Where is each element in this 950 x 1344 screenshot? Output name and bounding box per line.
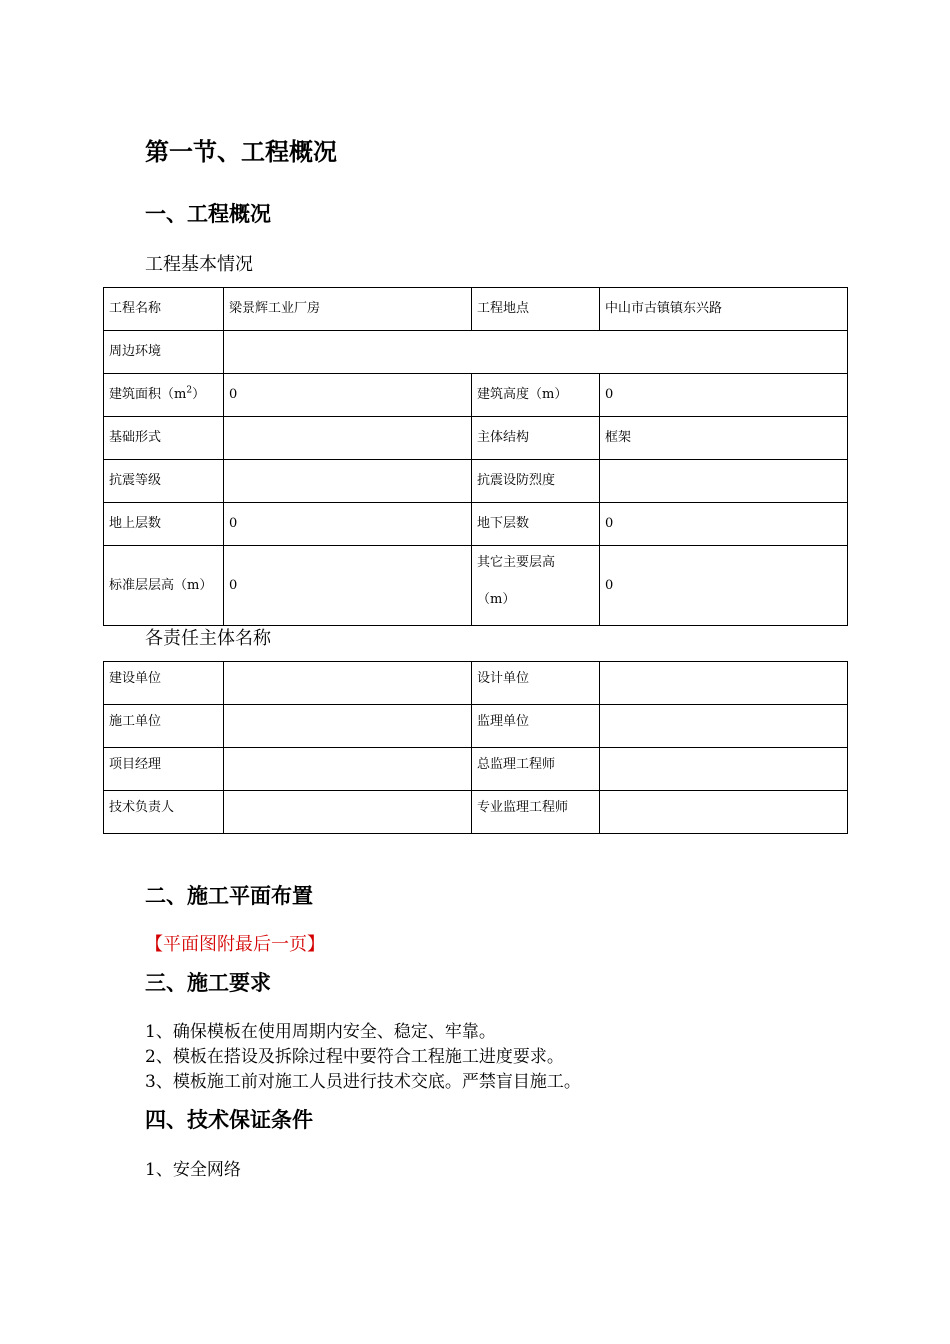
table-row [104, 374, 848, 417]
heading-site-layout: 二、施工平面布置 [145, 883, 313, 908]
area-label-close: ） [192, 387, 206, 402]
area-label [104, 374, 224, 417]
floors-below-value: 0 [600, 503, 848, 546]
heading-technical-assurance: 四、技术保证条件 [145, 1107, 313, 1132]
std-floor-height-value: 0 [224, 546, 472, 626]
table-row [104, 748, 848, 791]
height-label: 建筑高度（m） [472, 374, 600, 417]
requirement-item: 1、确保模板在使用周期内安全、稳定、牢靠。 [145, 1022, 496, 1042]
table-row [104, 417, 848, 460]
party-label: 项目经理 [104, 748, 224, 791]
party-value [600, 662, 848, 705]
party-label: 建设单位 [104, 662, 224, 705]
seismic-grade-label: 抗震等级 [104, 460, 224, 503]
structure-label: 主体结构 [472, 417, 600, 460]
location-value: 中山市古镇镇东兴路 [600, 288, 848, 331]
project-name-value: 梁景辉工业厂房 [224, 288, 472, 331]
seismic-grade-value [224, 460, 472, 503]
project-name-label: 工程名称 [104, 288, 224, 331]
other-floor-height-value: 0 [600, 546, 848, 626]
party-label: 设计单位 [472, 662, 600, 705]
table-row [104, 791, 848, 834]
requirement-item: 3、模板施工前对施工人员进行技术交底。严禁盲目施工。 [145, 1072, 581, 1092]
table-row [104, 331, 848, 374]
table-row [104, 288, 848, 331]
party-value [600, 748, 848, 791]
party-value [224, 748, 472, 791]
seismic-intensity-value [600, 460, 848, 503]
table-row [104, 705, 848, 748]
party-label: 施工单位 [104, 705, 224, 748]
party-value [224, 662, 472, 705]
floors-below-label: 地下层数 [472, 503, 600, 546]
area-label-text: 建筑面积（m [109, 387, 187, 402]
party-value [224, 705, 472, 748]
heading-project-overview: 一、工程概况 [145, 201, 271, 226]
foundation-value [224, 417, 472, 460]
party-label: 监理单位 [472, 705, 600, 748]
height-value: 0 [600, 374, 848, 417]
heading-construction-requirements: 三、施工要求 [145, 970, 271, 995]
surroundings-value [224, 331, 848, 374]
red-note: 【平面图附最后一页】 [145, 934, 325, 955]
floors-above-label: 地上层数 [104, 503, 224, 546]
party-value [224, 791, 472, 834]
table-row [104, 546, 848, 626]
project-info-table [103, 287, 848, 626]
location-label: 工程地点 [472, 288, 600, 331]
requirement-item: 2、模板在搭设及拆除过程中要符合工程施工进度要求。 [145, 1047, 564, 1067]
party-label: 总监理工程师 [472, 748, 600, 791]
surroundings-label: 周边环境 [104, 331, 224, 374]
party-label: 技术负责人 [104, 791, 224, 834]
list-item: 1、安全网络 [145, 1160, 241, 1180]
section-title: 第一节、工程概况 [145, 137, 337, 166]
party-label: 专业监理工程师 [472, 791, 600, 834]
table-row [104, 662, 848, 705]
std-floor-height-label: 标准层层高（m） [104, 546, 224, 626]
foundation-label: 基础形式 [104, 417, 224, 460]
area-label-superscript: 2 [186, 385, 193, 396]
structure-value: 框架 [600, 417, 848, 460]
floors-above-value: 0 [224, 503, 472, 546]
responsible-parties-table [103, 661, 848, 834]
table1-caption: 工程基本情况 [145, 254, 253, 275]
party-value [600, 705, 848, 748]
other-floor-height-label [472, 546, 600, 626]
table2-caption: 各责任主体名称 [145, 628, 271, 649]
table-row [104, 460, 848, 503]
party-value [600, 791, 848, 834]
other-floor-height-label-line1: 其它主要层高 [477, 555, 556, 570]
table-row [104, 503, 848, 546]
other-floor-height-label-line2: （m） [477, 592, 516, 607]
area-value: 0 [224, 374, 472, 417]
seismic-intensity-label: 抗震设防烈度 [472, 460, 600, 503]
